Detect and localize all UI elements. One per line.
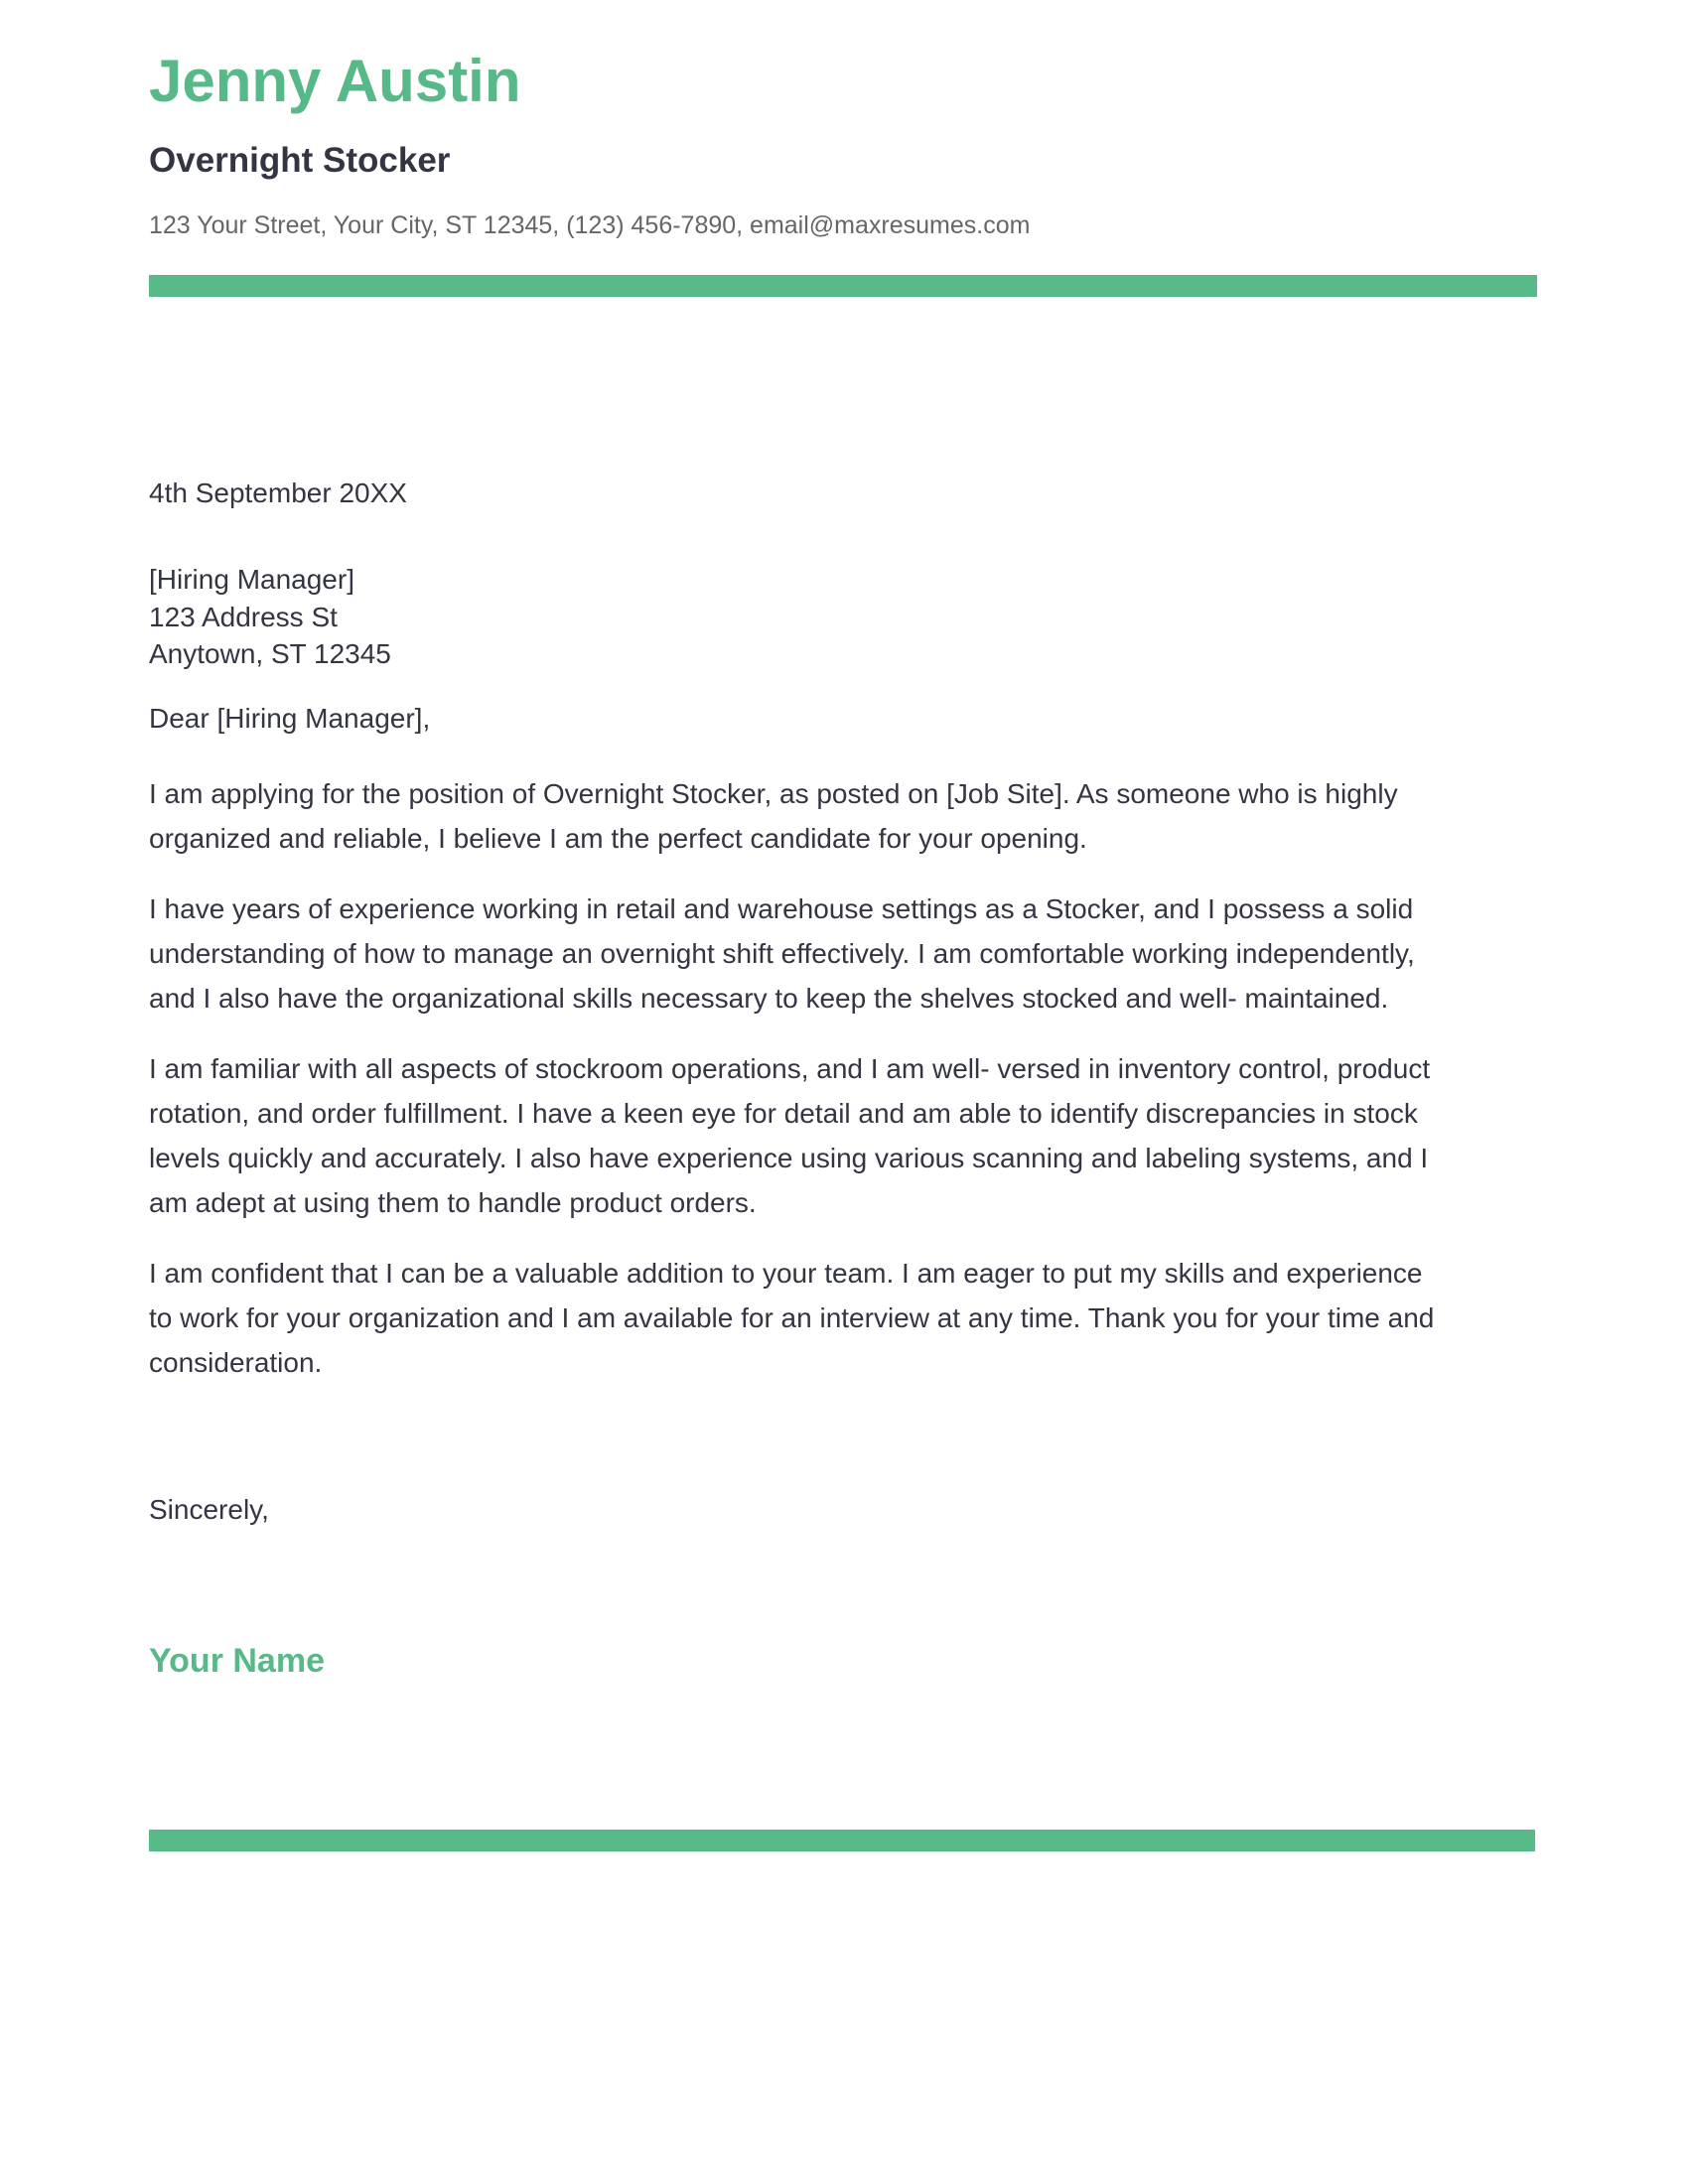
job-title: Overnight Stocker: [149, 141, 451, 180]
closing-phrase: Sincerely,: [149, 1494, 269, 1525]
recipient-city: Anytown, ST 12345: [149, 638, 391, 669]
paragraph-intro: [149, 771, 1539, 861]
paragraph-line: I am familiar with all aspects of stockroom operations, and I am well- versed in inventory control, product: [149, 1053, 1431, 1084]
paragraph-line: rotation, and order fulfillment. I have a keen eye for detail and am able to identify discrepancies in stock: [149, 1098, 1418, 1129]
recipient-name: [Hiring Manager]: [149, 564, 354, 595]
applicant-name: Jenny Austin: [149, 48, 521, 114]
salutation: Dear [Hiring Manager],: [149, 703, 431, 734]
paragraph-closing: [149, 1251, 1539, 1385]
paragraph-experience: [149, 887, 1539, 1021]
contact-info: 123 Your Street, Your City, ST 12345, (123) 456-7890, email@maxresumes.com: [149, 211, 1031, 239]
paragraph-line: I have years of experience working in retail and warehouse settings as a Stocker, and I possess a solid: [149, 893, 1414, 924]
paragraph-line: organized and reliable, I believe I am the perfect candidate for your opening.: [149, 823, 1087, 854]
paragraph-line: am adept at using them to handle product orders.: [149, 1187, 757, 1218]
letter-body: [149, 771, 1539, 1411]
paragraph-line: understanding of how to manage an overnight shift effectively. I am comfortable working independently,: [149, 938, 1415, 969]
paragraph-line: consideration.: [149, 1347, 323, 1378]
paragraph-line: and I also have the organizational skills necessary to keep the shelves stocked and well- maintained.: [149, 983, 1389, 1014]
signature-name: Your Name: [149, 1642, 325, 1680]
paragraph-skills: [149, 1046, 1539, 1225]
paragraph-line: levels quickly and accurately. I also have experience using various scanning and labeling systems, and I: [149, 1143, 1429, 1173]
footer-divider-bar: [149, 1830, 1535, 1851]
letter-date: 4th September 20XX: [149, 478, 407, 508]
paragraph-line: I am applying for the position of Overnight Stocker, as posted on [Job Site]. As someone who is highly: [149, 778, 1398, 809]
header-divider-bar: [149, 275, 1537, 297]
paragraph-line: I am confident that I can be a valuable addition to your team. I am eager to put my skills and experience: [149, 1258, 1423, 1289]
recipient-address: [149, 561, 391, 673]
paragraph-line: to work for your organization and I am available for an interview at any time. Thank you for your time and: [149, 1302, 1435, 1333]
recipient-street: 123 Address St: [149, 601, 338, 632]
